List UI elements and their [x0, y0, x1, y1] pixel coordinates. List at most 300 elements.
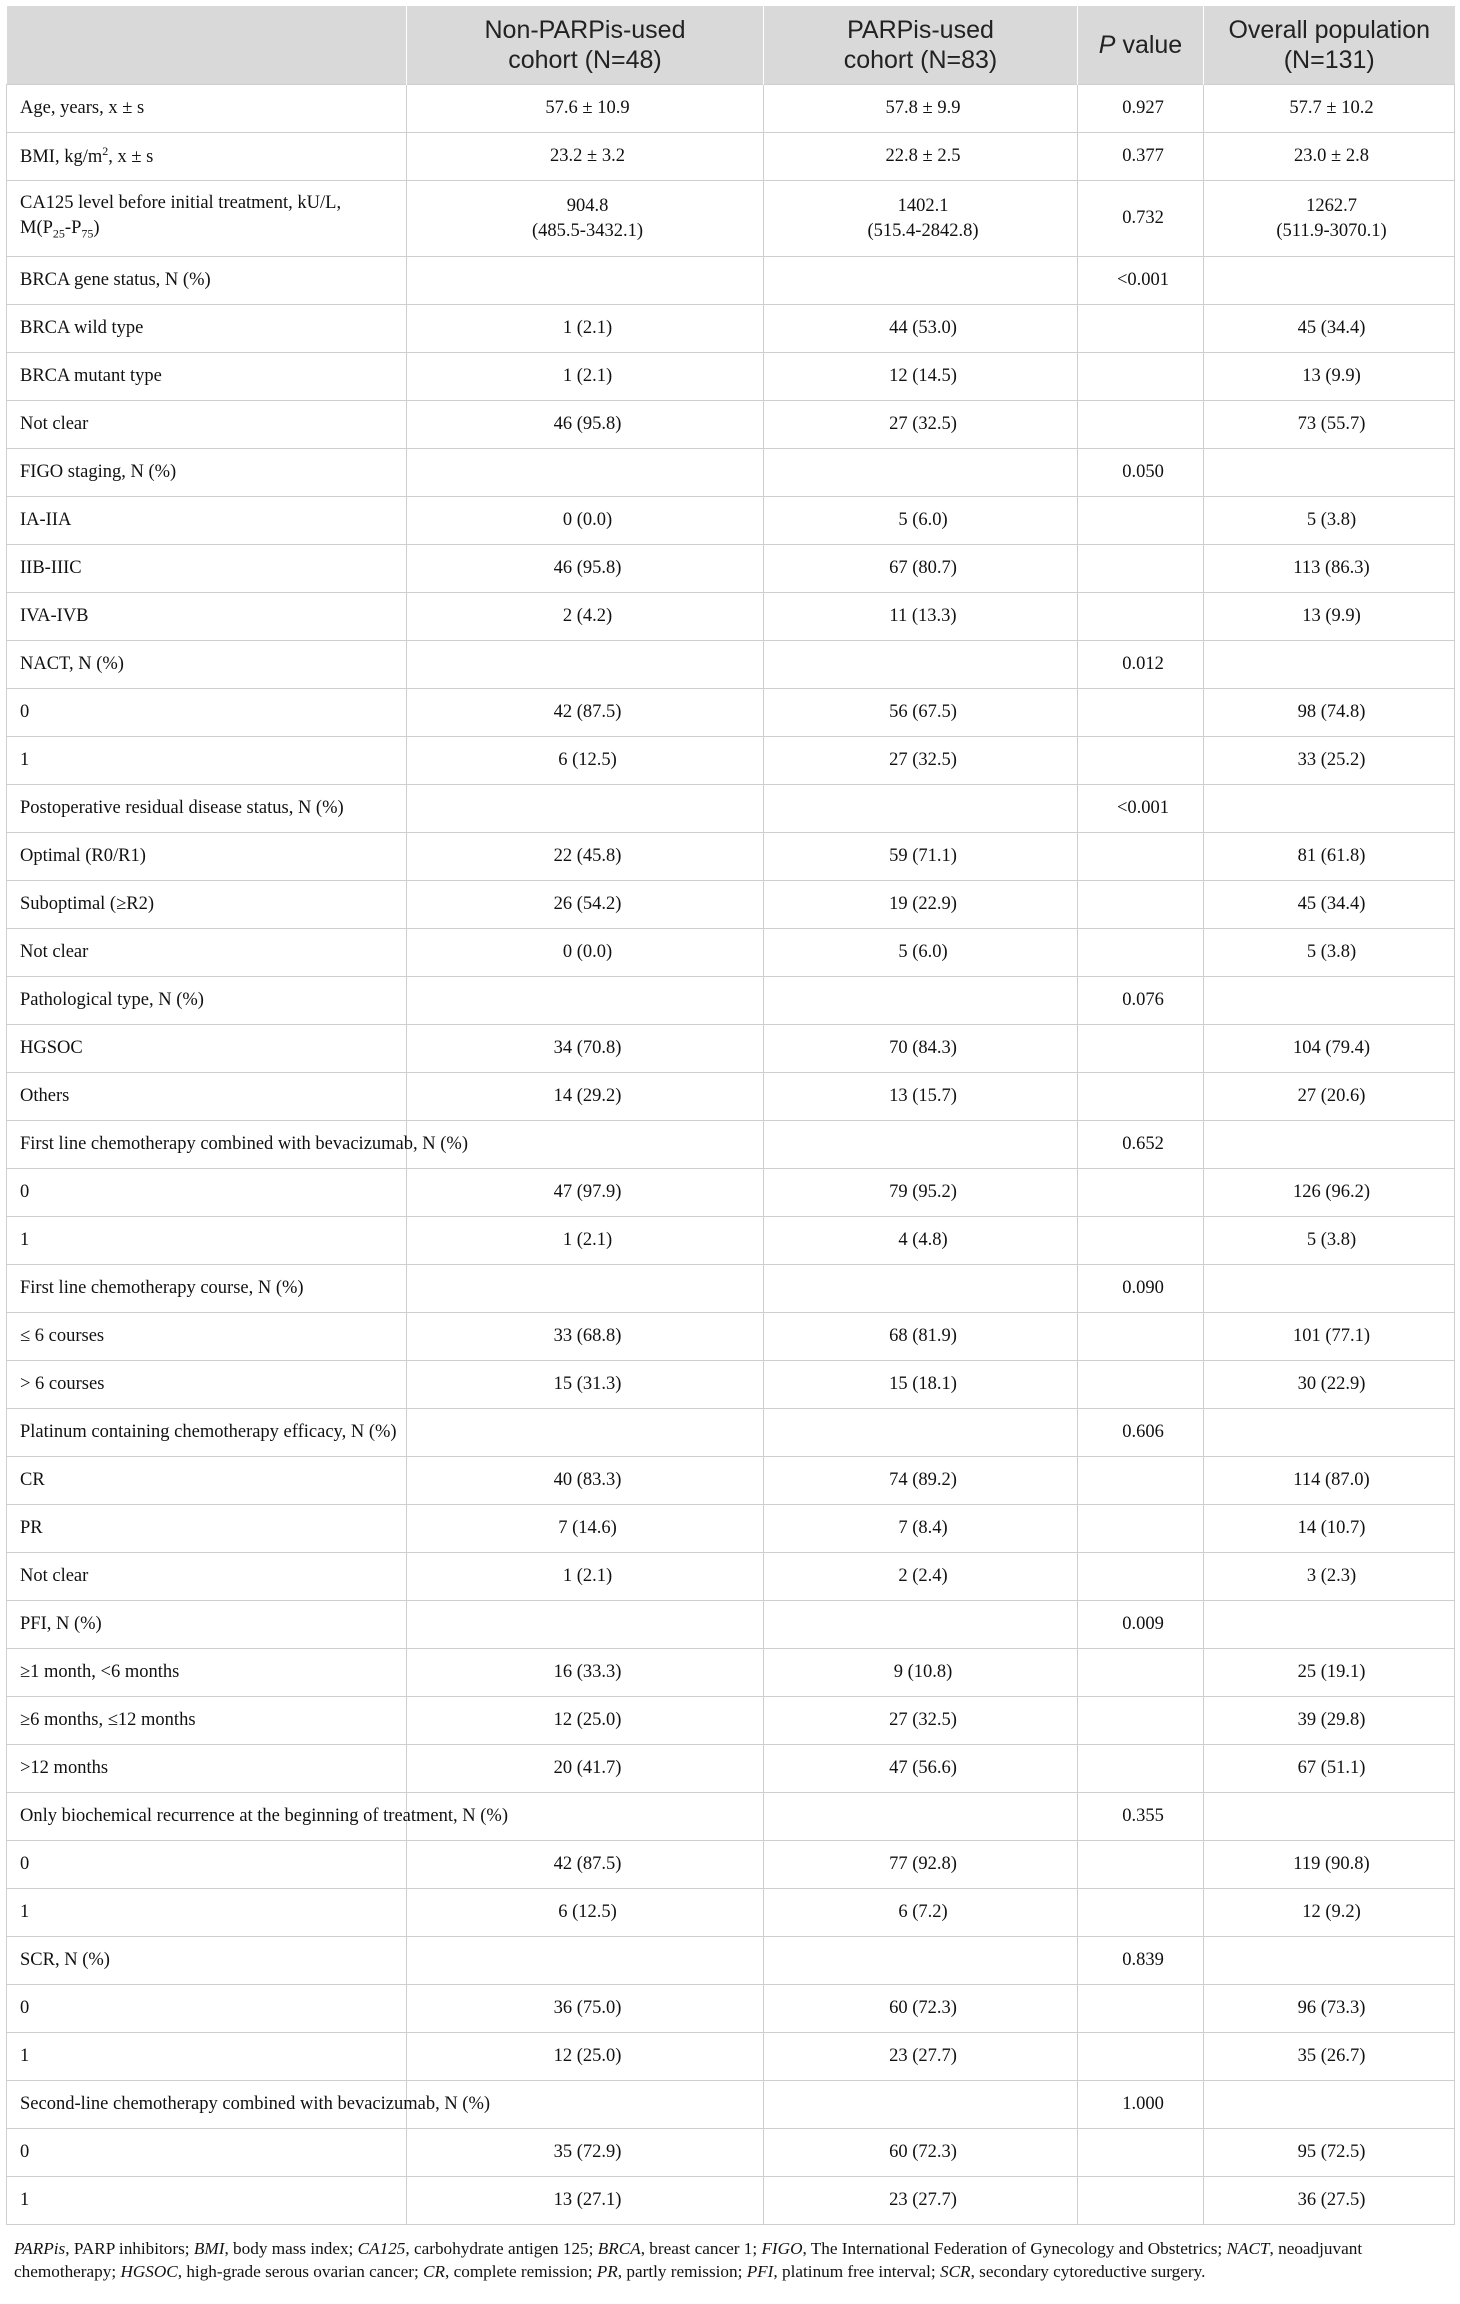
cell-non-parpis: 15 (31.3)	[407, 1361, 764, 1409]
row-label: Postoperative residual disease status, N (%)	[7, 785, 407, 833]
row-label: CR	[7, 1457, 407, 1505]
table-row	[7, 1841, 1455, 1889]
cell-parpis: 60 (72.3)	[764, 1985, 1078, 2033]
row-label: First line chemotherapy course, N (%)	[7, 1265, 407, 1313]
row-label: BRCA gene status, N (%)	[7, 257, 407, 305]
header-text: Overall population	[1228, 16, 1430, 44]
cell-p-value	[1078, 929, 1204, 977]
cell-non-parpis: 42 (87.5)	[407, 689, 764, 737]
table-row	[7, 181, 1455, 257]
cell-parpis: 47 (56.6)	[764, 1745, 1078, 1793]
cell-non-parpis	[407, 1409, 764, 1457]
table-row	[7, 785, 1455, 833]
cell-p-value: 0.009	[1078, 1601, 1204, 1649]
cell-parpis: 23 (27.7)	[764, 2177, 1078, 2225]
cell-p-value	[1078, 593, 1204, 641]
cell-p-value: 0.606	[1078, 1409, 1204, 1457]
cell-p-value: 0.732	[1078, 181, 1204, 257]
table-row	[7, 2177, 1455, 2225]
table-row	[7, 977, 1455, 1025]
table-row	[7, 2081, 1455, 2129]
cell-parpis	[764, 1793, 1078, 1841]
cell-p-value	[1078, 353, 1204, 401]
footnote-term: BRCA	[597, 2239, 641, 2258]
cell-overall: 81 (61.8)	[1204, 833, 1455, 881]
row-label: 1	[7, 1889, 407, 1937]
row-label: First line chemotherapy combined with bevacizumab, N (%)	[7, 1121, 407, 1169]
row-label: 1	[7, 1217, 407, 1265]
cell-overall: 12 (9.2)	[1204, 1889, 1455, 1937]
cell-p-value	[1078, 1697, 1204, 1745]
cell-text: 1262.7	[1306, 195, 1357, 216]
header-variable	[7, 6, 407, 85]
cell-overall: 126 (96.2)	[1204, 1169, 1455, 1217]
header-text: PARPis-used	[847, 16, 994, 44]
cell-overall: 98 (74.8)	[1204, 689, 1455, 737]
cell-p-value: 0.076	[1078, 977, 1204, 1025]
row-label: ≤ 6 courses	[7, 1313, 407, 1361]
header-text: cohort (N=83)	[843, 46, 998, 74]
row-label: 1	[7, 2177, 407, 2225]
header-overall-population	[1204, 6, 1455, 85]
cell-parpis	[764, 785, 1078, 833]
cell-parpis	[764, 257, 1078, 305]
table-row	[7, 1697, 1455, 1745]
cell-overall: 45 (34.4)	[1204, 305, 1455, 353]
header-text: cohort (N=48)	[508, 46, 662, 74]
cell-p-value	[1078, 2033, 1204, 2081]
label-superscript: 2	[102, 144, 109, 159]
cell-parpis: 19 (22.9)	[764, 881, 1078, 929]
row-label: 0	[7, 1985, 407, 2033]
cell-non-parpis: 46 (95.8)	[407, 545, 764, 593]
cell-non-parpis: 34 (70.8)	[407, 1025, 764, 1073]
footnote-definition: , secondary cytoreductive surgery.	[970, 2262, 1206, 2281]
cell-non-parpis	[407, 785, 764, 833]
cell-overall: 39 (29.8)	[1204, 1697, 1455, 1745]
cell-non-parpis	[407, 641, 764, 689]
cell-p-value	[1078, 401, 1204, 449]
cell-overall: 67 (51.1)	[1204, 1745, 1455, 1793]
table-row	[7, 1361, 1455, 1409]
cell-p-value	[1078, 497, 1204, 545]
label-subscript: 25	[52, 226, 65, 241]
cell-p-value: 0.012	[1078, 641, 1204, 689]
cell-parpis: 5 (6.0)	[764, 497, 1078, 545]
cell-p-value: <0.001	[1078, 785, 1204, 833]
row-label: Suboptimal (≥R2)	[7, 881, 407, 929]
cell-p-value: <0.001	[1078, 257, 1204, 305]
cell-non-parpis: 42 (87.5)	[407, 1841, 764, 1889]
cell-non-parpis	[407, 1937, 764, 1985]
cell-parpis: 9 (10.8)	[764, 1649, 1078, 1697]
cell-parpis: 11 (13.3)	[764, 593, 1078, 641]
row-label: Only biochemical recurrence at the beginning of treatment, N (%)	[7, 1793, 407, 1841]
cell-p-value: 0.355	[1078, 1793, 1204, 1841]
row-label: IVA-IVB	[7, 593, 407, 641]
cell-non-parpis: 6 (12.5)	[407, 1889, 764, 1937]
row-label: Optimal (R0/R1)	[7, 833, 407, 881]
cell-non-parpis	[407, 181, 764, 257]
cell-overall	[1204, 977, 1455, 1025]
table-header-row	[7, 6, 1455, 85]
cell-overall: 45 (34.4)	[1204, 881, 1455, 929]
cell-p-value: 0.839	[1078, 1937, 1204, 1985]
row-label	[7, 181, 407, 257]
footnote-term: NACT	[1226, 2239, 1270, 2258]
cell-non-parpis: 1 (2.1)	[407, 1217, 764, 1265]
footnote-definition: , PARP inhibitors;	[65, 2239, 194, 2258]
cell-text: 904.8	[566, 195, 609, 216]
table-row	[7, 1025, 1455, 1073]
row-label: 0	[7, 1169, 407, 1217]
cell-parpis: 57.8 ± 9.9	[764, 85, 1078, 133]
footnote-definition: , high-grade serous ovarian cancer;	[177, 2262, 424, 2281]
cell-overall: 5 (3.8)	[1204, 929, 1455, 977]
cell-non-parpis: 36 (75.0)	[407, 1985, 764, 2033]
cell-overall	[1204, 1265, 1455, 1313]
cell-p-value	[1078, 1553, 1204, 1601]
cell-parpis: 68 (81.9)	[764, 1313, 1078, 1361]
table-row	[7, 929, 1455, 977]
cell-parpis: 2 (2.4)	[764, 1553, 1078, 1601]
baseline-characteristics-table	[6, 6, 1455, 2225]
row-label: Pathological type, N (%)	[7, 977, 407, 1025]
row-label: Age, years, x ± s	[7, 85, 407, 133]
cell-overall: 23.0 ± 2.8	[1204, 133, 1455, 181]
cell-p-value	[1078, 1025, 1204, 1073]
table-row	[7, 1265, 1455, 1313]
table-row	[7, 1793, 1455, 1841]
footnote-term: CR	[423, 2262, 445, 2281]
cell-text: (485.5-3432.1)	[532, 220, 643, 241]
cell-non-parpis: 33 (68.8)	[407, 1313, 764, 1361]
row-label: PFI, N (%)	[7, 1601, 407, 1649]
cell-overall	[1204, 257, 1455, 305]
cell-non-parpis: 22 (45.8)	[407, 833, 764, 881]
cell-parpis	[764, 449, 1078, 497]
table-row	[7, 1505, 1455, 1553]
cell-non-parpis: 6 (12.5)	[407, 737, 764, 785]
cell-overall: 96 (73.3)	[1204, 1985, 1455, 2033]
cell-p-value: 0.090	[1078, 1265, 1204, 1313]
table-row	[7, 593, 1455, 641]
footnote-definition: , platinum free interval;	[773, 2262, 940, 2281]
cell-non-parpis: 14 (29.2)	[407, 1073, 764, 1121]
cell-non-parpis: 0 (0.0)	[407, 497, 764, 545]
cell-overall: 5 (3.8)	[1204, 497, 1455, 545]
header-text: (N=131)	[1283, 46, 1375, 74]
row-label: Not clear	[7, 929, 407, 977]
cell-p-value	[1078, 305, 1204, 353]
footnote-definition: , neoadjuvant chemotherapy;	[14, 2239, 1363, 2281]
cell-overall: 5 (3.8)	[1204, 1217, 1455, 1265]
table-row	[7, 1985, 1455, 2033]
cell-p-value: 0.652	[1078, 1121, 1204, 1169]
cell-parpis	[764, 2081, 1078, 2129]
cell-non-parpis: 16 (33.3)	[407, 1649, 764, 1697]
cell-text: 1402.1	[897, 195, 949, 216]
table-row	[7, 1073, 1455, 1121]
cell-overall: 57.7 ± 10.2	[1204, 85, 1455, 133]
cell-parpis: 15 (18.1)	[764, 1361, 1078, 1409]
cell-parpis: 74 (89.2)	[764, 1457, 1078, 1505]
cell-overall: 25 (19.1)	[1204, 1649, 1455, 1697]
cell-parpis	[764, 1937, 1078, 1985]
row-label: 0	[7, 689, 407, 737]
row-label: Not clear	[7, 401, 407, 449]
table-row	[7, 257, 1455, 305]
cell-parpis: 27 (32.5)	[764, 401, 1078, 449]
cell-non-parpis: 46 (95.8)	[407, 401, 764, 449]
row-label: ≥6 months, ≤12 months	[7, 1697, 407, 1745]
cell-parpis: 7 (8.4)	[764, 1505, 1078, 1553]
cell-overall: 114 (87.0)	[1204, 1457, 1455, 1505]
cell-non-parpis: 35 (72.9)	[407, 2129, 764, 2177]
table-row	[7, 1313, 1455, 1361]
cell-overall: 30 (22.9)	[1204, 1361, 1455, 1409]
cell-p-value	[1078, 689, 1204, 737]
cell-p-value	[1078, 1361, 1204, 1409]
table-row	[7, 689, 1455, 737]
table-row	[7, 1649, 1455, 1697]
label-part: M(P	[20, 217, 53, 238]
cell-non-parpis: 1 (2.1)	[407, 1553, 764, 1601]
cell-non-parpis: 13 (27.1)	[407, 2177, 764, 2225]
row-label: 1	[7, 737, 407, 785]
row-label: >12 months	[7, 1745, 407, 1793]
cell-non-parpis: 57.6 ± 10.9	[407, 85, 764, 133]
row-label: 1	[7, 2033, 407, 2081]
cell-parpis	[764, 181, 1078, 257]
cell-overall: 73 (55.7)	[1204, 401, 1455, 449]
row-label: 0	[7, 2129, 407, 2177]
footnote-definition: , breast cancer 1;	[640, 2239, 762, 2258]
cell-parpis: 77 (92.8)	[764, 1841, 1078, 1889]
cell-overall	[1204, 1601, 1455, 1649]
row-label: FIGO staging, N (%)	[7, 449, 407, 497]
cell-parpis	[764, 1121, 1078, 1169]
cell-overall	[1204, 1793, 1455, 1841]
cell-p-value: 0.927	[1078, 85, 1204, 133]
row-label: BRCA wild type	[7, 305, 407, 353]
footnote-definition: , carbohydrate antigen 125;	[405, 2239, 598, 2258]
cell-p-value: 0.377	[1078, 133, 1204, 181]
table-row	[7, 1601, 1455, 1649]
cell-parpis: 27 (32.5)	[764, 737, 1078, 785]
cell-parpis: 56 (67.5)	[764, 689, 1078, 737]
footnote-definition: , complete remission;	[445, 2262, 597, 2281]
row-label: SCR, N (%)	[7, 1937, 407, 1985]
cell-overall	[1204, 785, 1455, 833]
cell-non-parpis: 20 (41.7)	[407, 1745, 764, 1793]
cell-non-parpis	[407, 257, 764, 305]
table-row	[7, 85, 1455, 133]
cell-parpis: 13 (15.7)	[764, 1073, 1078, 1121]
cell-p-value: 1.000	[1078, 2081, 1204, 2129]
table-row	[7, 1889, 1455, 1937]
cell-parpis: 5 (6.0)	[764, 929, 1078, 977]
row-label	[7, 133, 407, 181]
table-row	[7, 497, 1455, 545]
cell-parpis	[764, 641, 1078, 689]
label-part: BMI, kg/m	[20, 147, 103, 168]
table-footnote	[6, 2237, 1454, 2283]
cell-non-parpis: 23.2 ± 3.2	[407, 133, 764, 181]
footnote-term: SCR	[940, 2262, 971, 2281]
cell-p-value	[1078, 1889, 1204, 1937]
cell-non-parpis: 2 (4.2)	[407, 593, 764, 641]
table-row	[7, 833, 1455, 881]
table-row	[7, 641, 1455, 689]
row-label: HGSOC	[7, 1025, 407, 1073]
header-p-value	[1078, 6, 1204, 85]
cell-parpis: 67 (80.7)	[764, 545, 1078, 593]
label-part: , x ± s	[108, 147, 154, 168]
cell-p-value	[1078, 1313, 1204, 1361]
cell-p-value	[1078, 1649, 1204, 1697]
footnote-term: PFI	[746, 2262, 774, 2281]
cell-overall: 101 (77.1)	[1204, 1313, 1455, 1361]
footnote-definition: , The International Federation of Gynecology and Obstetrics;	[802, 2239, 1227, 2258]
cell-overall: 113 (86.3)	[1204, 545, 1455, 593]
table-row	[7, 133, 1455, 181]
cell-non-parpis: 12 (25.0)	[407, 2033, 764, 2081]
cell-parpis: 44 (53.0)	[764, 305, 1078, 353]
cell-p-value	[1078, 2177, 1204, 2225]
cell-overall: 14 (10.7)	[1204, 1505, 1455, 1553]
table-row	[7, 545, 1455, 593]
cell-non-parpis: 7 (14.6)	[407, 1505, 764, 1553]
cell-non-parpis: 1 (2.1)	[407, 353, 764, 401]
cell-overall: 3 (2.3)	[1204, 1553, 1455, 1601]
cell-non-parpis	[407, 977, 764, 1025]
footnote-term: FIGO	[761, 2239, 803, 2258]
cell-overall: 13 (9.9)	[1204, 353, 1455, 401]
cell-non-parpis: 40 (83.3)	[407, 1457, 764, 1505]
cell-p-value	[1078, 1169, 1204, 1217]
cell-overall	[1204, 2081, 1455, 2129]
cell-text: (515.4-2842.8)	[867, 220, 979, 241]
cell-overall: 27 (20.6)	[1204, 1073, 1455, 1121]
footnote-term: PARPis	[14, 2239, 66, 2258]
table-row	[7, 881, 1455, 929]
row-label: NACT, N (%)	[7, 641, 407, 689]
cell-parpis	[764, 1265, 1078, 1313]
cell-overall: 119 (90.8)	[1204, 1841, 1455, 1889]
row-label: Not clear	[7, 1553, 407, 1601]
cell-parpis: 79 (95.2)	[764, 1169, 1078, 1217]
label-part: )	[93, 217, 100, 238]
cell-parpis: 6 (7.2)	[764, 1889, 1078, 1937]
cell-non-parpis	[407, 1601, 764, 1649]
cell-p-value	[1078, 1217, 1204, 1265]
row-label: > 6 courses	[7, 1361, 407, 1409]
cell-overall	[1204, 1121, 1455, 1169]
cell-overall	[1204, 181, 1455, 257]
cell-parpis	[764, 1601, 1078, 1649]
cell-non-parpis	[407, 1265, 764, 1313]
footnote-term: HGSOC	[120, 2262, 178, 2281]
cell-p-value	[1078, 881, 1204, 929]
table-row	[7, 401, 1455, 449]
footnote-term: BMI	[193, 2239, 225, 2258]
footnote-definition: , body mass index;	[224, 2239, 358, 2258]
cell-overall: 36 (27.5)	[1204, 2177, 1455, 2225]
cell-p-value	[1078, 737, 1204, 785]
cell-parpis: 4 (4.8)	[764, 1217, 1078, 1265]
footnote-term: CA125	[357, 2239, 406, 2258]
cell-parpis	[764, 1409, 1078, 1457]
footnote-definition: , partly remission;	[617, 2262, 747, 2281]
cell-p-value	[1078, 545, 1204, 593]
table-row	[7, 1169, 1455, 1217]
cell-overall: 13 (9.9)	[1204, 593, 1455, 641]
header-non-parpis-cohort	[407, 6, 764, 85]
cell-parpis: 70 (84.3)	[764, 1025, 1078, 1073]
cell-text: (511.9-3070.1)	[1276, 220, 1387, 241]
cell-p-value	[1078, 1745, 1204, 1793]
row-label: ≥1 month, <6 months	[7, 1649, 407, 1697]
cell-non-parpis: 47 (97.9)	[407, 1169, 764, 1217]
cell-overall	[1204, 449, 1455, 497]
cell-parpis: 59 (71.1)	[764, 833, 1078, 881]
cell-p-value	[1078, 1841, 1204, 1889]
row-label: PR	[7, 1505, 407, 1553]
cell-parpis: 23 (27.7)	[764, 2033, 1078, 2081]
cell-non-parpis	[407, 449, 764, 497]
label-part: CA125 level before initial treatment, kU/L,	[20, 192, 342, 213]
cell-p-value: 0.050	[1078, 449, 1204, 497]
cell-parpis: 22.8 ± 2.5	[764, 133, 1078, 181]
table-row	[7, 1217, 1455, 1265]
cell-overall	[1204, 641, 1455, 689]
row-label: 0	[7, 1841, 407, 1889]
row-label: BRCA mutant type	[7, 353, 407, 401]
cell-non-parpis: 12 (25.0)	[407, 1697, 764, 1745]
header-text: Non-PARPis-used	[484, 16, 686, 44]
row-label: Platinum containing chemotherapy efficacy, N (%)	[7, 1409, 407, 1457]
cell-overall: 33 (25.2)	[1204, 737, 1455, 785]
row-label: IA-IIA	[7, 497, 407, 545]
cell-parpis: 60 (72.3)	[764, 2129, 1078, 2177]
table-row	[7, 1553, 1455, 1601]
table-container	[6, 6, 1454, 2283]
cell-overall: 104 (79.4)	[1204, 1025, 1455, 1073]
cell-non-parpis: 1 (2.1)	[407, 305, 764, 353]
cell-parpis: 27 (32.5)	[764, 1697, 1078, 1745]
table-row	[7, 305, 1455, 353]
cell-p-value	[1078, 2129, 1204, 2177]
cell-overall: 35 (26.7)	[1204, 2033, 1455, 2081]
table-row	[7, 737, 1455, 785]
cell-p-value	[1078, 1457, 1204, 1505]
cell-p-value	[1078, 833, 1204, 881]
cell-p-value	[1078, 1985, 1204, 2033]
table-row	[7, 1937, 1455, 1985]
cell-p-value	[1078, 1505, 1204, 1553]
cell-overall: 95 (72.5)	[1204, 2129, 1455, 2177]
cell-overall	[1204, 1937, 1455, 1985]
table-row	[7, 2033, 1455, 2081]
cell-parpis	[764, 977, 1078, 1025]
header-text: value	[1122, 31, 1183, 59]
table-row	[7, 449, 1455, 497]
row-label: Others	[7, 1073, 407, 1121]
table-row	[7, 2129, 1455, 2177]
header-text: P	[1098, 31, 1116, 59]
cell-parpis: 12 (14.5)	[764, 353, 1078, 401]
